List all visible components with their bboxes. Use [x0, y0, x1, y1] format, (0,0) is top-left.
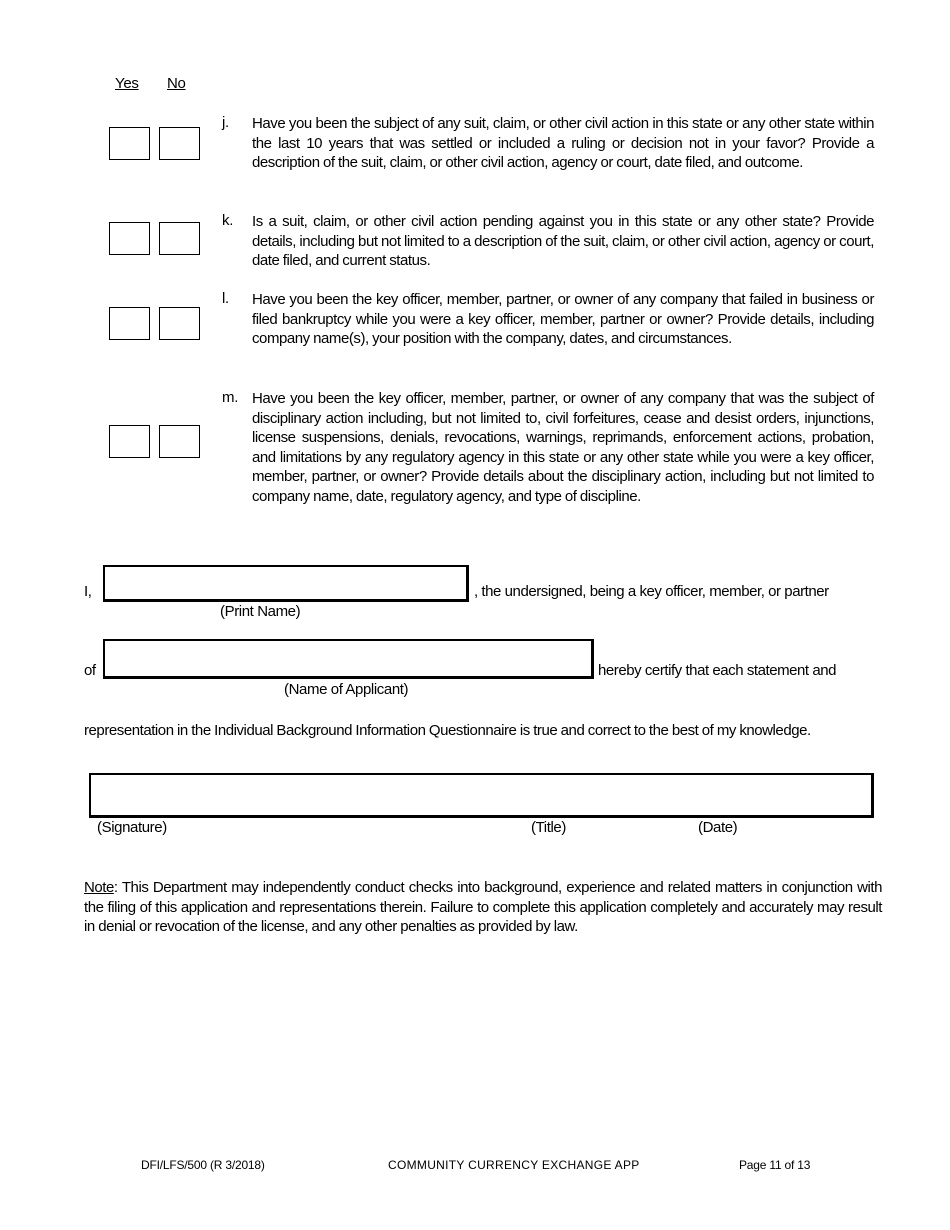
question-j-text: Have you been the subject of any suit, claim, or other civil action in this state or any other state within the last 10 years that was settled or included a ruling or decision not in your favor? Provide a description of the suit, claim, or other civil action, agency or court, date filed, and outcome. [252, 115, 874, 172]
certify-applicant-suffix: hereby certify that each statement and [598, 662, 837, 679]
question-k-yes-checkbox[interactable] [109, 222, 150, 255]
question-j-letter: j. [222, 114, 229, 131]
date-caption: (Date) [698, 819, 738, 836]
certify-name-suffix: , the undersigned, being a key officer, member, or partner [474, 583, 829, 600]
applicant-name-field[interactable] [103, 639, 594, 679]
question-j-yes-checkbox[interactable] [109, 127, 150, 160]
question-l-text: Have you been the key officer, member, partner, or owner of any company that failed in business or filed bankruptcy while you were a key officer, member, partner or owner? Provide details, including company name(s), your position with the company, dates, and circumstances. [252, 291, 874, 348]
question-l-no-checkbox[interactable] [159, 307, 200, 340]
no-column-header: No [167, 75, 186, 92]
certify-i-label: I, [84, 583, 92, 600]
signature-title-date-field[interactable] [89, 773, 874, 818]
question-m-letter: m. [222, 389, 239, 406]
certification-statement: representation in the Individual Background Information Questionnaire is true and correct to the best of my knowledge. [84, 722, 811, 739]
yes-column-header: Yes [115, 75, 139, 92]
signature-caption: (Signature) [97, 819, 167, 836]
note-paragraph [84, 878, 882, 937]
question-k-letter: k. [222, 212, 234, 229]
certify-of-label: of [84, 662, 96, 679]
print-name-caption: (Print Name) [220, 603, 301, 620]
note-label: Note [84, 879, 114, 896]
footer-form-id: DFI/LFS/500 (R 3/2018) [141, 1158, 265, 1172]
question-j-no-checkbox[interactable] [159, 127, 200, 160]
question-l-yes-checkbox[interactable] [109, 307, 150, 340]
question-m-yes-checkbox[interactable] [109, 425, 150, 458]
footer-title: COMMUNITY CURRENCY EXCHANGE APP [388, 1158, 640, 1172]
question-m-text: Have you been the key officer, member, partner, or owner of any company that was the subject of disciplinary action including, but not limited to, civil forfeitures, cease and desist orders, injunctions, license suspensions, denials, revocations, warnings, reprimands, enforcement actions, probation, and limitations by any regulatory agency in this state or any other state while you were a key officer, member, partner, or owner? Provide details about the disciplinary action, including but not limited to company name, date, regulatory agency, and type of discipline. [252, 390, 874, 505]
print-name-field[interactable] [103, 565, 469, 602]
footer-page-number: Page 11 of 13 [739, 1158, 811, 1172]
question-m-no-checkbox[interactable] [159, 425, 200, 458]
title-caption: (Title) [531, 819, 566, 836]
question-k-text: Is a suit, claim, or other civil action pending against you in this state or any other state? Provide details, including but not limited to a description of the suit, claim, or other civil action, agency or court, date filed, and current status. [252, 213, 874, 270]
question-l-letter: l. [222, 290, 229, 307]
question-k-no-checkbox[interactable] [159, 222, 200, 255]
note-text: : This Department may independently conduct checks into background, experience and related matters in conjunction with the filing of this application and representations therein. Failure to complete this application completely and accurately may result in denial or revocation of the license, and any other penalties as provided by law. [84, 879, 882, 936]
applicant-name-caption: (Name of Applicant) [284, 681, 409, 698]
